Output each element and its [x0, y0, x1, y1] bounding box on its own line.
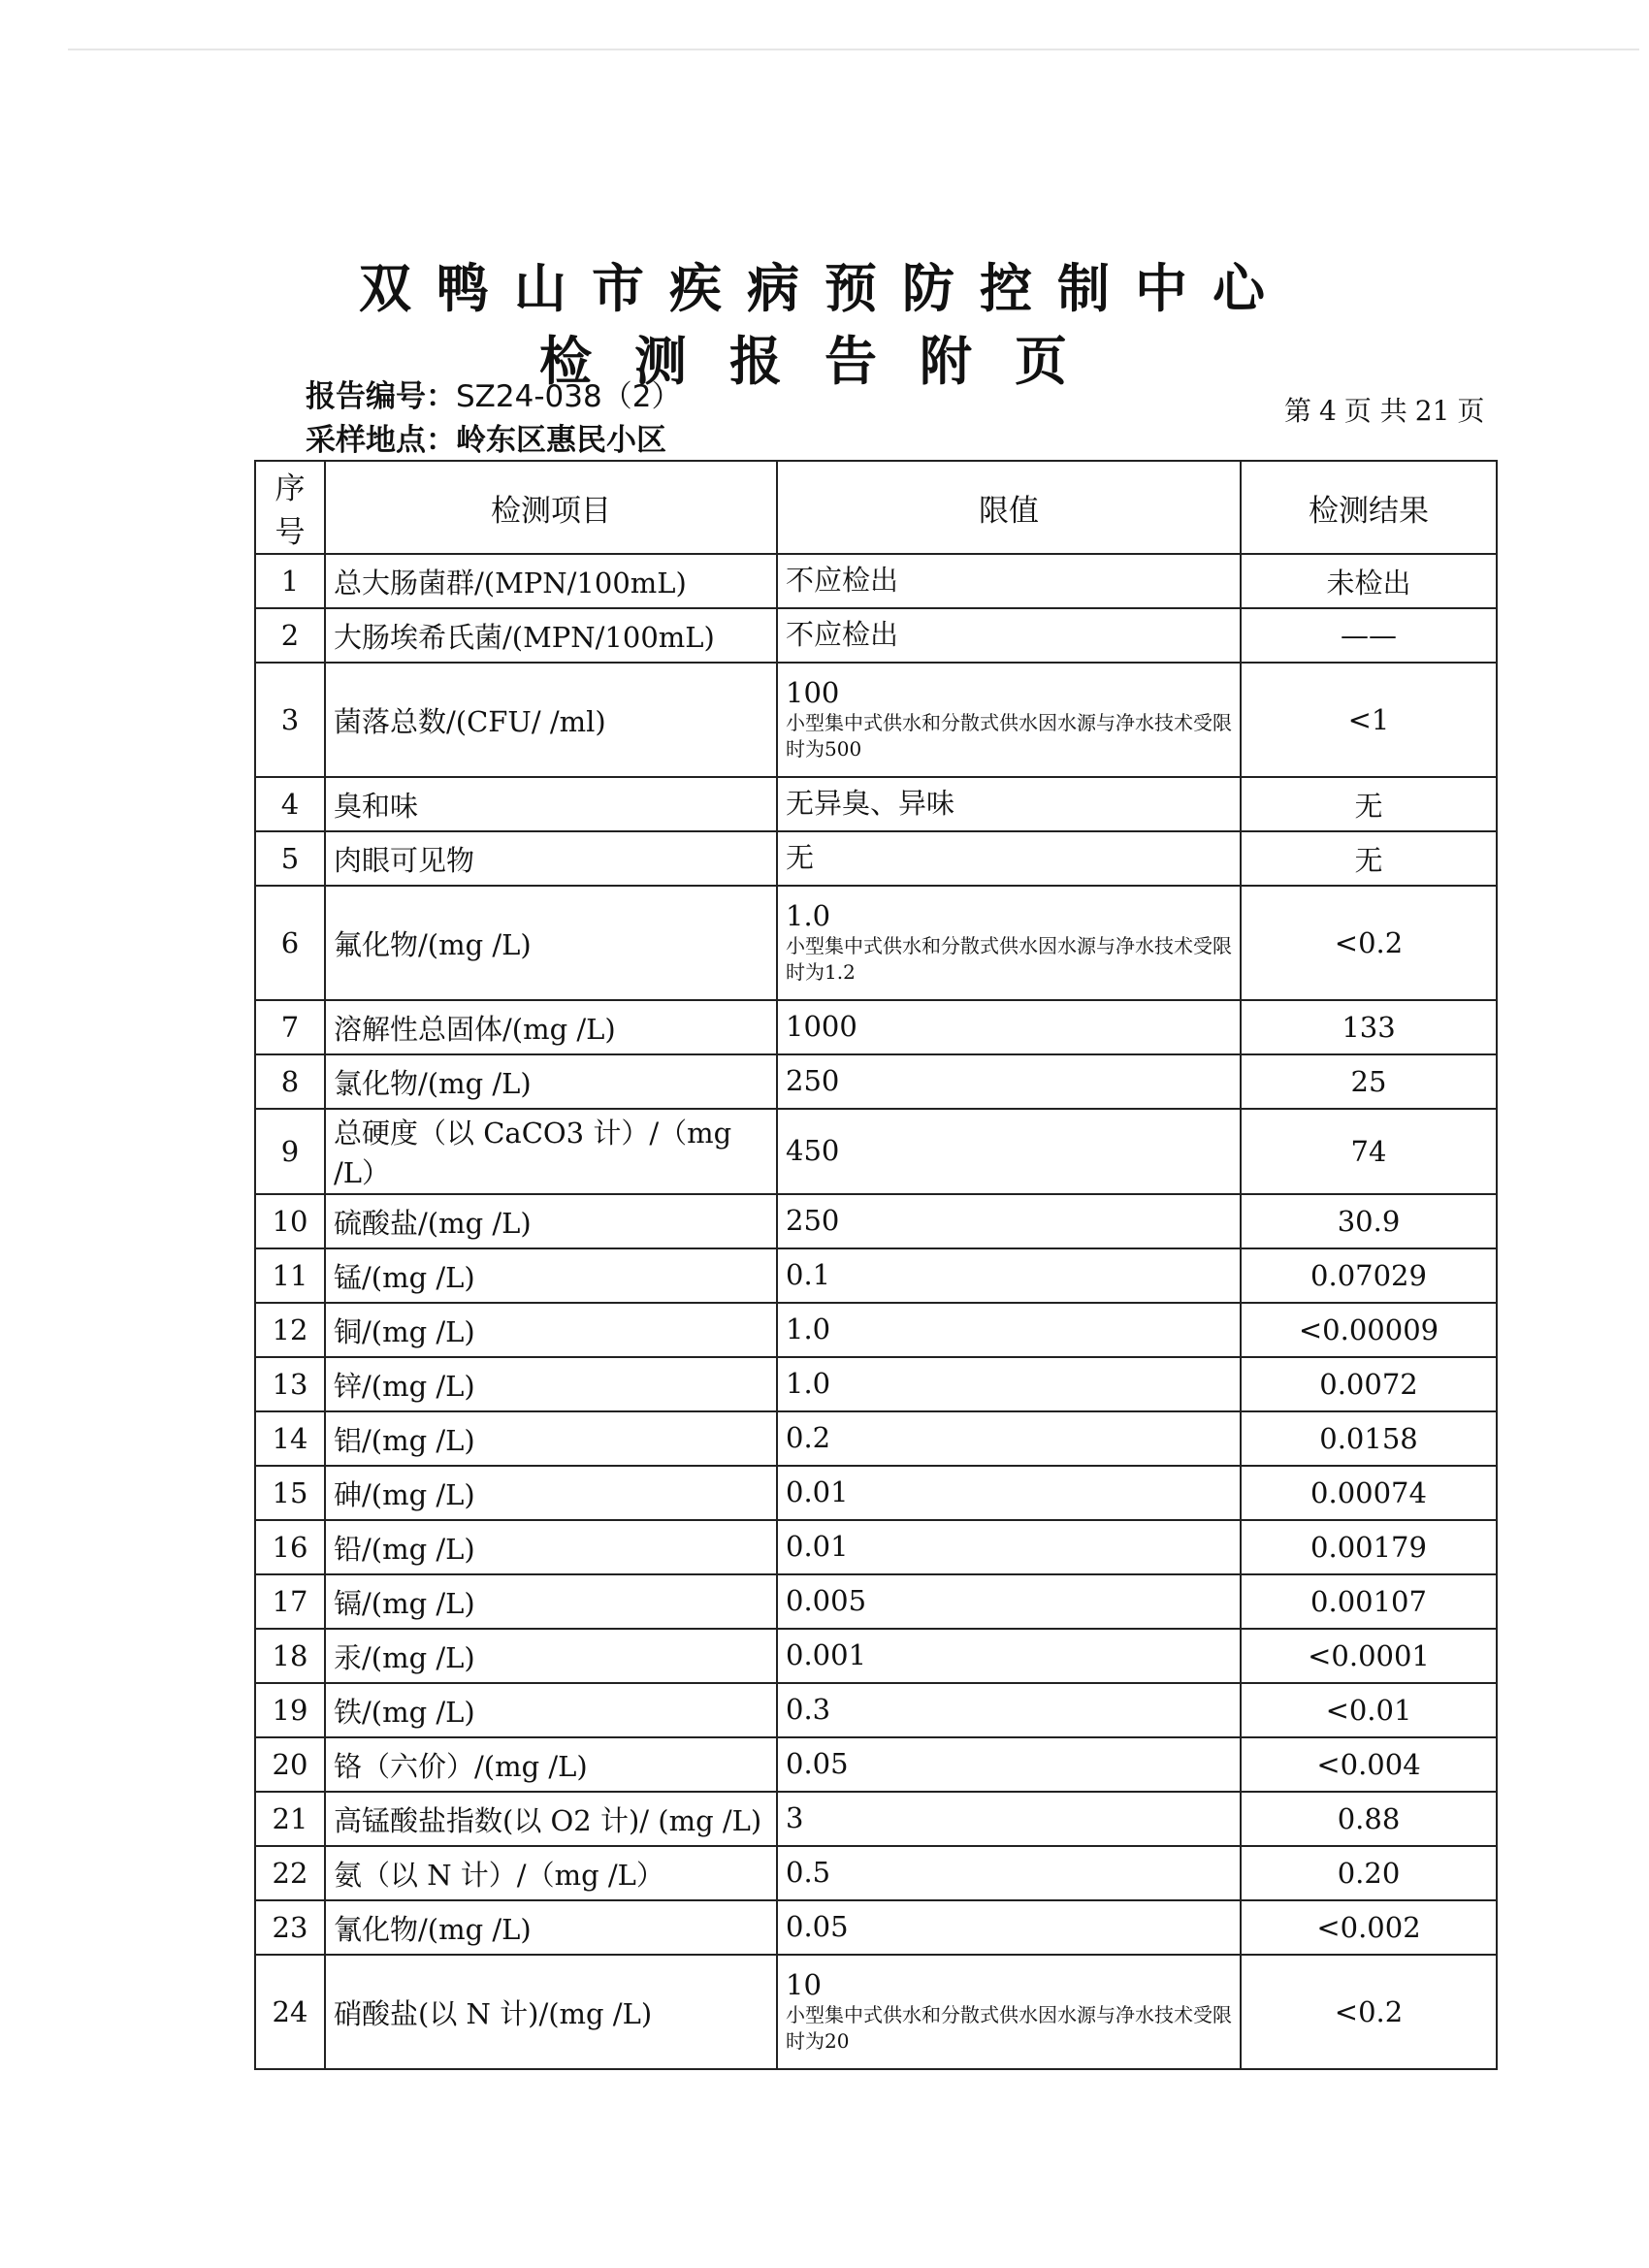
row-number: 4	[255, 777, 325, 831]
row-limit-value: 1.0	[786, 899, 831, 933]
table-row	[255, 1303, 1497, 1357]
row-result: <0.00009	[1241, 1303, 1497, 1357]
row-limit-value: 0.1	[786, 1258, 831, 1292]
row-limit-value: 100	[786, 676, 840, 710]
row-item: 铁/(mg /L)	[325, 1683, 777, 1737]
row-limit-value: 不应检出	[786, 564, 899, 598]
table-row	[255, 1194, 1497, 1248]
row-limit	[777, 1629, 1241, 1683]
row-limit	[777, 1194, 1241, 1248]
table-row	[255, 1411, 1497, 1466]
row-limit	[777, 1737, 1241, 1792]
sampling-location-value: 岭东区惠民小区	[456, 423, 666, 458]
row-limit	[777, 777, 1241, 831]
report-number-value: SZ24-038（2）	[456, 379, 682, 414]
row-limit-value: 0.001	[786, 1638, 867, 1672]
row-limit-value: 0.01	[786, 1530, 849, 1564]
page-suffix: 页	[1457, 395, 1485, 427]
table-row	[255, 608, 1497, 663]
row-limit	[777, 1683, 1241, 1737]
header-no: 序号	[255, 461, 325, 554]
row-item: 大肠埃希氏菌/(MPN/100mL)	[325, 608, 777, 663]
row-number: 14	[255, 1411, 325, 1466]
row-result: <0.2	[1241, 886, 1497, 1000]
results-table-body	[255, 554, 1497, 2069]
table-row	[255, 1109, 1497, 1194]
row-limit	[777, 1955, 1241, 2069]
row-number: 7	[255, 1000, 325, 1054]
table-row	[255, 886, 1497, 1000]
results-table	[254, 460, 1498, 2070]
row-result: <0.01	[1241, 1683, 1497, 1737]
row-number: 5	[255, 831, 325, 886]
row-limit	[777, 1303, 1241, 1357]
table-row	[255, 1629, 1497, 1683]
row-number: 9	[255, 1109, 325, 1194]
row-result: 0.00074	[1241, 1466, 1497, 1520]
row-limit	[777, 1574, 1241, 1629]
table-row	[255, 831, 1497, 886]
row-result: ——	[1241, 608, 1497, 663]
row-number: 19	[255, 1683, 325, 1737]
row-item: 菌落总数/(CFU/ /ml)	[325, 663, 777, 777]
row-limit	[777, 1054, 1241, 1109]
row-item: 锌/(mg /L)	[325, 1357, 777, 1411]
row-result: 无	[1241, 777, 1497, 831]
page-prefix: 第	[1284, 395, 1312, 427]
row-item: 氟化物/(mg /L)	[325, 886, 777, 1000]
row-number: 2	[255, 608, 325, 663]
row-limit-value: 0.2	[786, 1421, 831, 1455]
row-limit	[777, 886, 1241, 1000]
row-limit	[777, 1357, 1241, 1411]
page-number	[1280, 390, 1488, 429]
row-number: 11	[255, 1248, 325, 1303]
row-result: 74	[1241, 1109, 1497, 1194]
row-limit	[777, 663, 1241, 777]
row-limit-note: 小型集中式供水和分散式供水因水源与净水技术受限时为20	[786, 2002, 1232, 2053]
row-item: 硫酸盐/(mg /L)	[325, 1194, 777, 1248]
row-limit	[777, 1466, 1241, 1520]
row-result: <0.2	[1241, 1955, 1497, 2069]
row-limit	[777, 1109, 1241, 1194]
row-limit-value: 无	[786, 841, 815, 875]
row-item: 肉眼可见物	[325, 831, 777, 886]
table-row	[255, 1792, 1497, 1846]
table-row	[255, 1000, 1497, 1054]
row-item: 臭和味	[325, 777, 777, 831]
table-row	[255, 777, 1497, 831]
row-limit	[777, 1411, 1241, 1466]
table-header-row	[255, 461, 1497, 554]
row-limit-value: 3	[786, 1801, 804, 1835]
row-number: 22	[255, 1846, 325, 1900]
row-limit-value: 250	[786, 1204, 840, 1238]
row-number: 10	[255, 1194, 325, 1248]
row-limit-value: 0.01	[786, 1475, 849, 1509]
report-number	[306, 372, 681, 415]
header-result: 检测结果	[1241, 461, 1497, 554]
row-number: 16	[255, 1520, 325, 1574]
row-item: 高锰酸盐指数(以 O2 计)/ (mg /L)	[325, 1792, 777, 1846]
row-limit-value: 无异臭、异味	[786, 787, 955, 821]
row-item: 硝酸盐(以 N 计)/(mg /L)	[325, 1955, 777, 2069]
row-number: 8	[255, 1054, 325, 1109]
row-result: <1	[1241, 663, 1497, 777]
row-result: 25	[1241, 1054, 1497, 1109]
table-row	[255, 1846, 1497, 1900]
table-row	[255, 554, 1497, 608]
row-result: 未检出	[1241, 554, 1497, 608]
table-row	[255, 1955, 1497, 2069]
row-limit-value: 0.5	[786, 1856, 831, 1890]
table-row	[255, 1900, 1497, 1955]
row-result: 0.20	[1241, 1846, 1497, 1900]
row-number: 17	[255, 1574, 325, 1629]
row-limit-note: 小型集中式供水和分散式供水因水源与净水技术受限时为500	[786, 710, 1232, 761]
row-limit	[777, 831, 1241, 886]
table-row	[255, 1357, 1497, 1411]
row-result: 0.88	[1241, 1792, 1497, 1846]
row-limit-value: 1.0	[786, 1312, 831, 1346]
row-item: 铅/(mg /L)	[325, 1520, 777, 1574]
row-number: 18	[255, 1629, 325, 1683]
row-result: 0.00179	[1241, 1520, 1497, 1574]
row-limit	[777, 1792, 1241, 1846]
row-number: 20	[255, 1737, 325, 1792]
row-item: 铜/(mg /L)	[325, 1303, 777, 1357]
table-row	[255, 1683, 1497, 1737]
row-item: 铝/(mg /L)	[325, 1411, 777, 1466]
row-limit-value: 0.05	[786, 1910, 849, 1944]
row-number: 6	[255, 886, 325, 1000]
row-result: <0.002	[1241, 1900, 1497, 1955]
row-limit-value: 0.3	[786, 1693, 831, 1727]
page-subtitle: 检测报告附页	[539, 331, 1110, 392]
row-limit	[777, 1900, 1241, 1955]
row-limit-value: 0.005	[786, 1584, 867, 1618]
row-limit-value: 250	[786, 1064, 840, 1098]
row-item: 砷/(mg /L)	[325, 1466, 777, 1520]
row-result: <0.0001	[1241, 1629, 1497, 1683]
page-middle: 页 共	[1343, 395, 1407, 427]
row-limit	[777, 1846, 1241, 1900]
report-number-label: 报告编号：	[306, 379, 456, 414]
row-result: 0.07029	[1241, 1248, 1497, 1303]
page-title: 双鸭山市疾病预防控制中心	[359, 258, 1290, 319]
row-limit	[777, 1000, 1241, 1054]
table-row	[255, 663, 1497, 777]
row-item: 氯化物/(mg /L)	[325, 1054, 777, 1109]
row-item: 汞/(mg /L)	[325, 1629, 777, 1683]
sampling-location	[306, 415, 666, 459]
row-result: 0.00107	[1241, 1574, 1497, 1629]
row-limit-value: 10	[786, 1968, 822, 2002]
row-limit-value: 不应检出	[786, 618, 899, 652]
header-limit: 限值	[777, 461, 1241, 554]
sampling-location-label: 采样地点：	[306, 423, 456, 458]
row-item: 氨（以 N 计）/（mg /L）	[325, 1846, 777, 1900]
row-limit	[777, 1520, 1241, 1574]
row-limit	[777, 608, 1241, 663]
row-item: 铬（六价）/(mg /L)	[325, 1737, 777, 1792]
table-row	[255, 1737, 1497, 1792]
table-row	[255, 1466, 1497, 1520]
row-result: 30.9	[1241, 1194, 1497, 1248]
page-current: 4	[1319, 395, 1337, 427]
row-limit-value: 450	[786, 1134, 840, 1168]
row-limit-value: 1.0	[786, 1367, 831, 1401]
row-item: 溶解性总固体/(mg /L)	[325, 1000, 777, 1054]
row-number: 12	[255, 1303, 325, 1357]
table-row	[255, 1248, 1497, 1303]
row-result: 133	[1241, 1000, 1497, 1054]
row-limit	[777, 1248, 1241, 1303]
header-item: 检测项目	[325, 461, 777, 554]
row-number: 24	[255, 1955, 325, 2069]
row-item: 氰化物/(mg /L)	[325, 1900, 777, 1955]
row-limit-value: 1000	[786, 1010, 857, 1044]
table-row	[255, 1054, 1497, 1109]
row-number: 3	[255, 663, 325, 777]
row-item: 镉/(mg /L)	[325, 1574, 777, 1629]
row-result: <0.004	[1241, 1737, 1497, 1792]
row-number: 21	[255, 1792, 325, 1846]
table-row	[255, 1520, 1497, 1574]
scan-edge	[68, 49, 1639, 50]
row-limit-value: 0.05	[786, 1747, 849, 1781]
row-number: 13	[255, 1357, 325, 1411]
row-number: 1	[255, 554, 325, 608]
row-number: 15	[255, 1466, 325, 1520]
row-result: 0.0158	[1241, 1411, 1497, 1466]
row-result: 0.0072	[1241, 1357, 1497, 1411]
row-item: 锰/(mg /L)	[325, 1248, 777, 1303]
row-number: 23	[255, 1900, 325, 1955]
table-row	[255, 1574, 1497, 1629]
row-limit-note: 小型集中式供水和分散式供水因水源与净水技术受限时为1.2	[786, 933, 1232, 984]
row-result: 无	[1241, 831, 1497, 886]
row-item: 总大肠菌群/(MPN/100mL)	[325, 554, 777, 608]
row-limit	[777, 554, 1241, 608]
row-item: 总硬度（以 CaCO3 计）/（mg /L）	[325, 1109, 777, 1194]
page-total: 21	[1414, 395, 1450, 427]
